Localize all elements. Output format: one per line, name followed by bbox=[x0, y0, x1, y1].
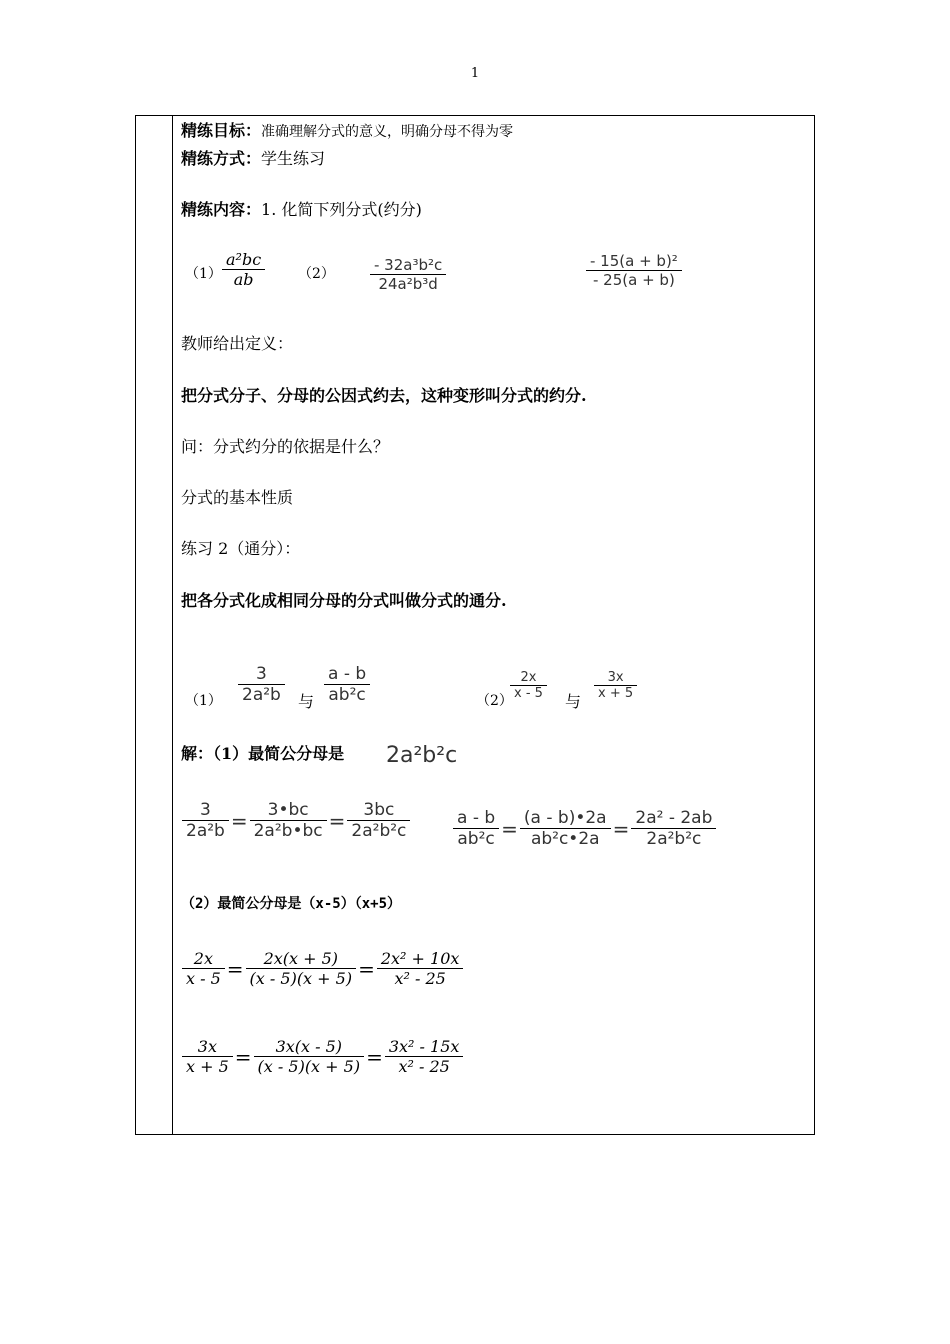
question-text: 问：分式约分的依据是什么？ bbox=[181, 437, 390, 456]
sol1b-frac-3: $\frac{\text{2a² - 2ab}}{\text{2a²b²c}}$ bbox=[631, 808, 716, 849]
solution-label: 解：（1）最简公分母是 bbox=[181, 744, 345, 763]
lcd-1: 2a²b²c bbox=[386, 743, 458, 768]
goal-label: 精练目标： bbox=[181, 121, 262, 140]
solution-1-chain-a: $\frac{3}{\text{2a²b}}$ = $\frac{3•bc}{\text{2a²b•bc}}$ = $\frac{3bc}{\text{2a²b²c}}$ bbox=[182, 800, 410, 841]
ex2-b-denominator: ab²c bbox=[328, 685, 366, 705]
ex2-a-numerator: 3 bbox=[238, 664, 285, 685]
exercise-2-title: 练习 2（通分）： bbox=[181, 539, 301, 558]
sol2a-frac-1: $\frac{2x}{x - 5}$ bbox=[182, 949, 225, 988]
teacher-definition-intro: 教师给出定义： bbox=[181, 334, 294, 353]
ex2-with-2: 与 bbox=[565, 692, 582, 711]
solution-2-chain-a: $\frac{2x}{x - 5}$ = $\frac{2x(x + 5)}{(x - 5)(x + 5)}$ = $\frac{\text{2x² + 10x}}{\text{x² - 25}}$ bbox=[182, 949, 463, 988]
table-column-divider bbox=[172, 115, 173, 1135]
content-text: 1. 化简下列分式(约分) bbox=[261, 200, 422, 219]
ex1-f3-numerator: - 15(a + b)² bbox=[586, 252, 682, 271]
ex1-fraction-2 bbox=[370, 256, 446, 293]
ex1-number-1: （1） bbox=[185, 266, 222, 282]
ex2-c-denominator: x - 5 bbox=[514, 686, 543, 701]
goal-line bbox=[181, 118, 513, 141]
ex1-f1-denominator: ab bbox=[233, 270, 254, 289]
ex1-fraction-1 bbox=[222, 250, 265, 289]
solution-2-chain-b: $\frac{3x}{x + 5}$ = $\frac{3x(x - 5)}{(x - 5)(x + 5)}$ = $\frac{\text{3x² - 15x}}{\text{x² - 25}}$ bbox=[182, 1037, 463, 1076]
sol1a-frac-3: $\frac{3bc}{\text{2a²b²c}}$ bbox=[347, 800, 410, 841]
ex2-b-numerator: a - b bbox=[324, 664, 370, 685]
solution-part-2: （2）最简公分母是（x-5）（x+5） bbox=[181, 896, 402, 912]
sol2b-frac-2: $\frac{3x(x - 5)}{(x - 5)(x + 5)}$ bbox=[254, 1037, 365, 1076]
ex1-f2-denominator: 24a²b³d bbox=[378, 275, 438, 293]
sol1a-frac-1: $\frac{3}{\text{2a²b}}$ bbox=[182, 800, 229, 841]
ex2-fraction-c bbox=[510, 670, 547, 701]
ex1-fraction-3 bbox=[586, 252, 682, 289]
method-label: 精练方式： bbox=[181, 149, 262, 168]
common-denominator-definition: 把各分式化成相同分母的分式叫做分式的通分. bbox=[181, 591, 507, 610]
ex1-f1-numerator: a²bc bbox=[222, 250, 265, 270]
answer-text: 分式的基本性质 bbox=[181, 488, 294, 507]
page-number: 1 bbox=[470, 66, 480, 81]
sol1a-frac-2: $\frac{3•bc}{\text{2a²b•bc}}$ bbox=[250, 800, 327, 841]
sol1b-frac-2: $\frac{(a - b)•2a}{\text{ab²c•2a}}$ bbox=[520, 808, 611, 849]
ex2-c-numerator: 2x bbox=[510, 670, 547, 686]
goal-text: 准确理解分式的意义，明确分母不得为零 bbox=[261, 124, 514, 140]
sol2b-frac-1: $\frac{3x}{x + 5}$ bbox=[182, 1037, 233, 1076]
ex1-f2-numerator: - 32a³b²c bbox=[370, 256, 446, 275]
sol2b-frac-3: $\frac{\text{3x² - 15x}}{\text{x² - 25}}$ bbox=[385, 1037, 464, 1076]
method-text: 学生练习 bbox=[261, 149, 326, 168]
ex2-d-denominator: x + 5 bbox=[598, 686, 634, 701]
sol2a-frac-2: $\frac{2x(x + 5)}{(x - 5)(x + 5)}$ bbox=[246, 949, 357, 988]
ex1-number-2: （2） bbox=[298, 266, 335, 282]
ex2-d-numerator: 3x bbox=[594, 670, 637, 686]
ex2-a-denominator: 2a²b bbox=[242, 685, 281, 705]
ex2-number-1: （1） bbox=[185, 693, 222, 709]
method-line bbox=[181, 146, 325, 169]
ex1-f3-denominator: - 25(a + b) bbox=[593, 271, 675, 289]
ex2-fraction-a bbox=[238, 664, 285, 705]
solution-1-chain-b: $\frac{a - b}{\text{ab²c}}$ = $\frac{(a - b)•2a}{\text{ab²c•2a}}$ = $\frac{\text{2a² - 2ab}}{\text{2a²b²c}}$ bbox=[453, 808, 716, 849]
ex2-fraction-d bbox=[594, 670, 637, 701]
ex2-with-1: 与 bbox=[298, 692, 315, 711]
sol1b-frac-1: $\frac{a - b}{\text{ab²c}}$ bbox=[453, 808, 499, 849]
content-line bbox=[181, 197, 422, 220]
ex2-number-2: （2） bbox=[476, 693, 513, 709]
ex2-fraction-b bbox=[324, 664, 370, 705]
reduction-definition: 把分式分子、分母的公因式约去，这种变形叫分式的约分. bbox=[181, 386, 587, 405]
sol2a-frac-3: $\frac{\text{2x² + 10x}}{\text{x² - 25}}$ bbox=[377, 949, 464, 988]
content-label: 精练内容： bbox=[181, 200, 262, 219]
